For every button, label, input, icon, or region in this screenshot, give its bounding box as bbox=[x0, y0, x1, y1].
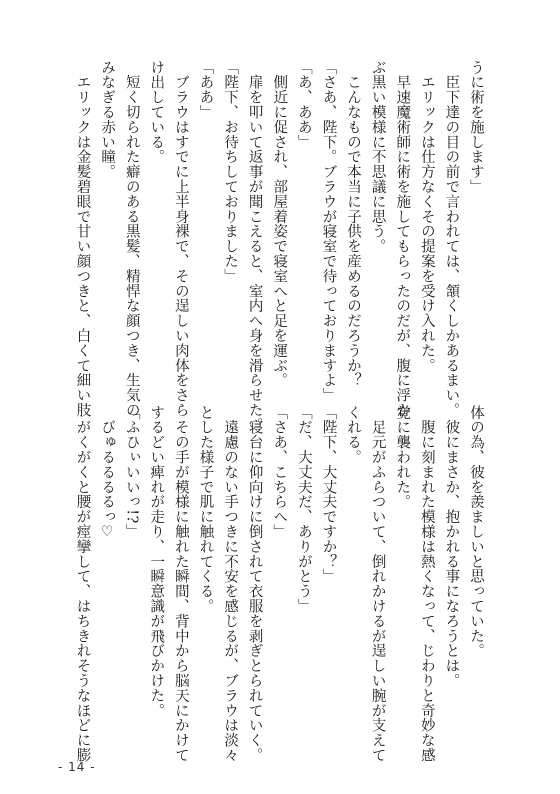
text-line: がくがくと腰が痙攣して、はちきれそうなほどに膨 bbox=[74, 405, 91, 763]
text-line: その手が模様に触れた瞬間、背中から脳天にかけて bbox=[172, 405, 189, 763]
text-line: うに術を施します」 bbox=[468, 60, 484, 195]
text-line: びゅるるるるっ♡ bbox=[99, 405, 116, 541]
text-line: エリックは金髪碧眼で甘い顔つきと、白くて細い肢 bbox=[74, 60, 91, 418]
text-line: 「陛下、大丈夫ですか？」 bbox=[320, 405, 337, 584]
text-line: 「だ、大丈夫だ、ありがとう」 bbox=[295, 405, 312, 614]
text-line: エリックは仕方なくその提案を受け入れた。 bbox=[418, 60, 435, 373]
text-line: 「ああ」 bbox=[197, 60, 214, 120]
upper-text-block bbox=[70, 60, 488, 433]
text-line: 覚に襲われた。 bbox=[394, 405, 411, 510]
text-line: 「さあ、こちらへ」 bbox=[271, 405, 288, 540]
text-line: 「ふひぃいいっ!?」 bbox=[123, 405, 140, 539]
text-line: こんなもので本当に子供を産めるのだろうか？ bbox=[345, 60, 362, 388]
text-line: 「さあ、陛下。ブラウが寝室で待っておりますよ」 bbox=[320, 60, 337, 403]
text-line: 早速魔術師に術を施してもらったのだが、腹に浮か bbox=[394, 60, 411, 418]
text-line: 腹に刻まれた模様は熱くなって、じわりと奇妙な感 bbox=[418, 405, 435, 763]
text-line: 彼にまさか、抱かれる事になろうとは。 bbox=[443, 405, 460, 689]
text-line: 「あ、ああ」 bbox=[295, 60, 312, 150]
text-line: とした様子で肌に触れてくる。 bbox=[197, 405, 214, 614]
text-line: するどい痺れが走り、一瞬意識が飛びかけた。 bbox=[148, 405, 165, 718]
text-line: ぶ黒い模様に不思議に思う。 bbox=[369, 60, 386, 254]
text-line: みなぎる赤い瞳。 bbox=[99, 60, 116, 180]
text-line: くれる。 bbox=[345, 405, 362, 465]
text-line: 側近に促され、部屋着姿で寝室へと足を運ぶ。 bbox=[271, 60, 288, 388]
text-line: 体の為、彼を羨ましいと思っていた。 bbox=[468, 405, 484, 659]
text-line: 足元がふらついて、倒れかけるが逞しい腕が支えて bbox=[369, 405, 386, 763]
text-line: ブラウはすでに上半身裸で、その逞しい肉体をさら bbox=[172, 60, 189, 418]
text-line: け出している。 bbox=[148, 60, 165, 165]
text-line: 短く切られた癖のある黒髪、精悍な顔つき、生気の bbox=[123, 60, 140, 418]
text-line: 扉を叩いて返事が聞こえると、室内へ身を滑らせた。 bbox=[246, 60, 263, 433]
text-line: 寝台に仰向けに倒されて衣服を剥ぎとられていく。 bbox=[246, 405, 263, 763]
text-line: 「陛下、お待ちしておりました」 bbox=[222, 60, 239, 284]
text-line: 臣下達の目の前で言われては、頷くしかあるまい。 bbox=[443, 60, 460, 418]
text-line: 遠慮のない手つきに不安を感じるが、ブラウは淡々 bbox=[222, 405, 239, 763]
page-number: - 14 - bbox=[58, 760, 96, 774]
lower-text-block bbox=[70, 405, 488, 763]
